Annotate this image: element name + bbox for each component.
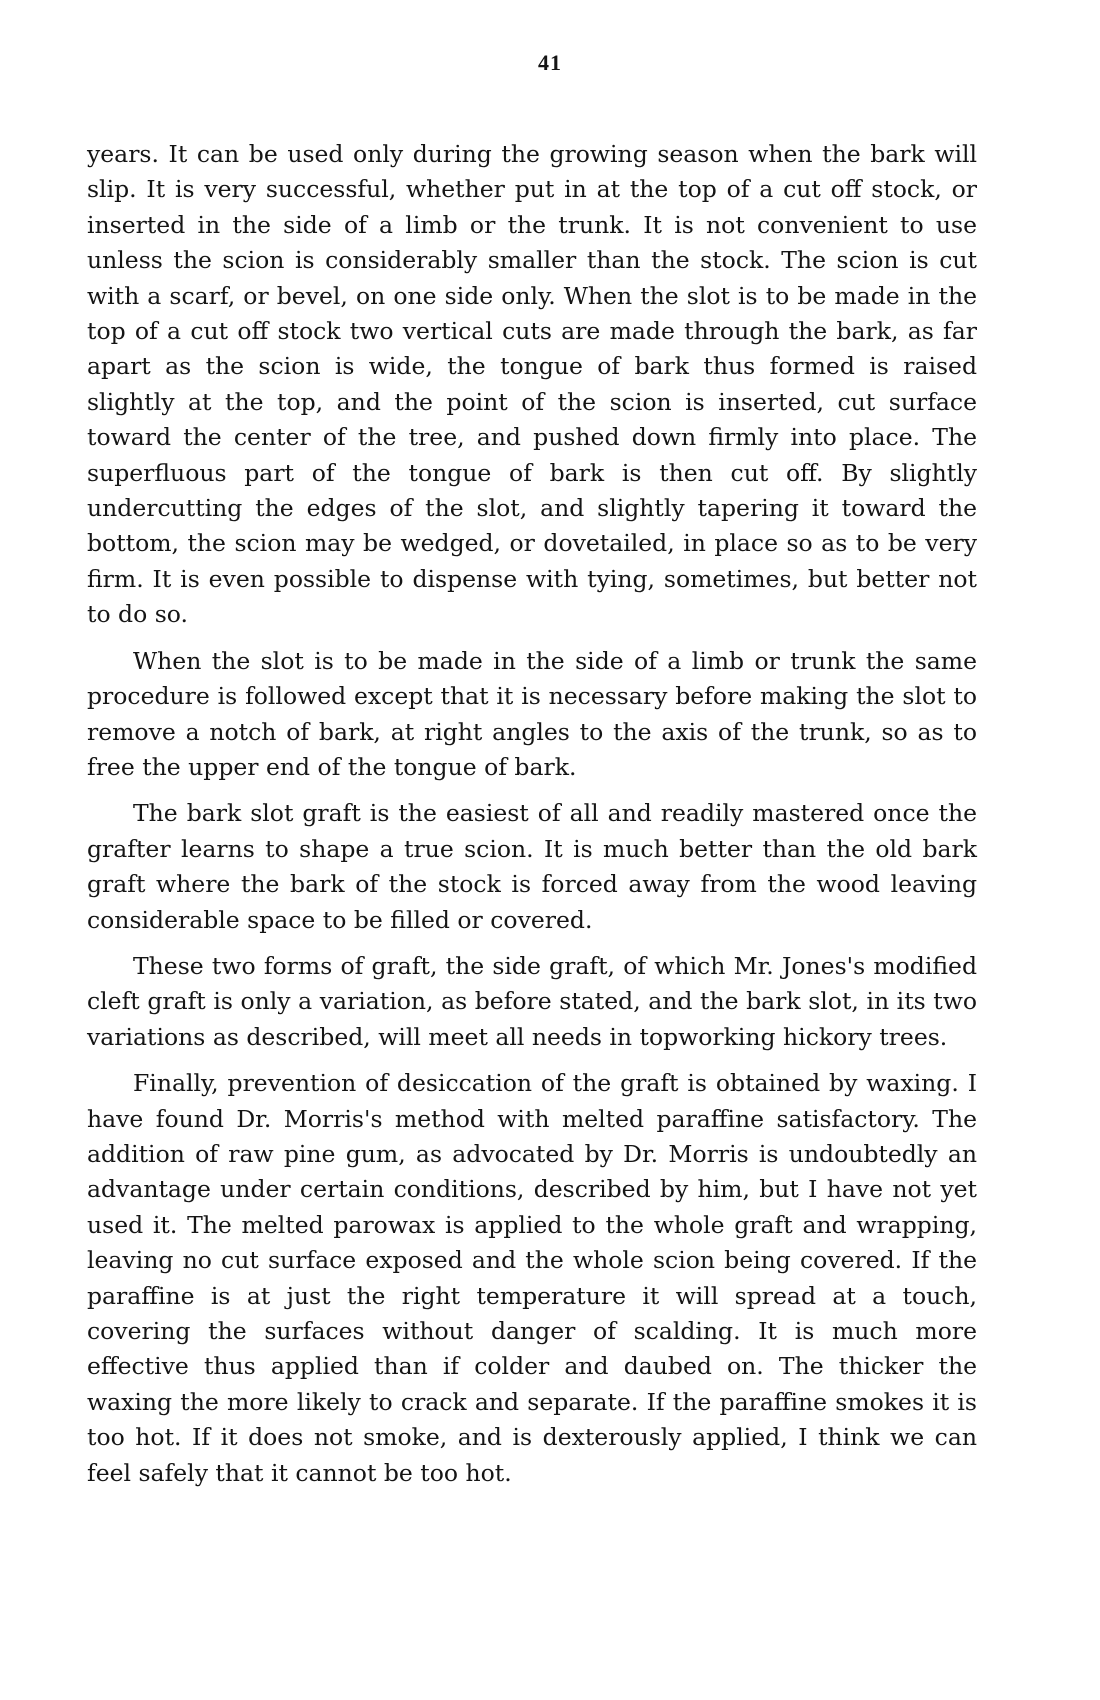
paragraph-grafting-method: years. It can be used only during the growing season when the bark will slip. It is very successful, whether put in at the top of a cut off stock, or inserted in the side of a limb or the trunk. It is not convenient to use unless the scion is considerably smaller than the stock. The scion is cut with a scarf, or bevel, on one side only. When the slot is to be made in the top of a cut off stock two vertical cuts are made through the bark, as far apart as the scion is wide, the tongue of bark thus formed is raised slightly at the top, and the point of the scion is inserted, cut surface toward the center of the tree, and pushed down firmly into place. The superfluous part of the tongue of bark is then cut off. By slightly undercutting the edges of the slot, and slightly tapering it toward the bottom, the scion may be wedged, or dovetailed, in place so as to be very firm. It is even possible to dispense with tying, sometimes, but better not to do so.	[87, 140, 977, 629]
paragraph-graft-forms: These two forms of graft, the side graft, of which Mr. Jones's modified cleft graft is only a variation, as before stated, and the bark slot, in its two variations as described, will meet all needs in topworking hickory trees.	[87, 951, 977, 1051]
paragraph-waxing: Finally, prevention of desiccation of the graft is obtained by waxing. I have found Dr. Morris's method with melted paraffine satisfactory. The addition of raw pine gum, as advocated by Dr. Morris is undoubtedly an advantage under certain conditions, described by him, but I have not yet used it. The melted parowax is applied to the whole graft and wrapping, leaving no cut surface exposed and the whole scion being covered. If the paraffine is at just the right temperature it will spread at a touch, covering the surfaces without danger of scalding. It is much more effective thus applied than if colder and daubed on. The thicker the waxing the more likely to crack and separate. If the paraffine smokes it is too hot. If it does not smoke, and is dexterously applied, I think we can feel safely that it cannot be too hot.	[87, 1069, 977, 1487]
body-text	[87, 137, 977, 1502]
page-number: 41	[538, 50, 562, 75]
paragraph-side-slot: When the slot is to be made in the side of a limb or trunk the same procedure is followed except that it is necessary before making the slot to remove a notch of bark, at right angles to the axis of the trunk, so as to free the upper end of the tongue of bark.	[87, 646, 977, 781]
paragraph-bark-slot-graft: The bark slot graft is the easiest of all and readily mastered once the grafter learns to shape a true scion. It is much better than the old bark graft where the bark of the stock is forced away from the wood leaving considerable space to be filled or covered.	[87, 799, 977, 934]
